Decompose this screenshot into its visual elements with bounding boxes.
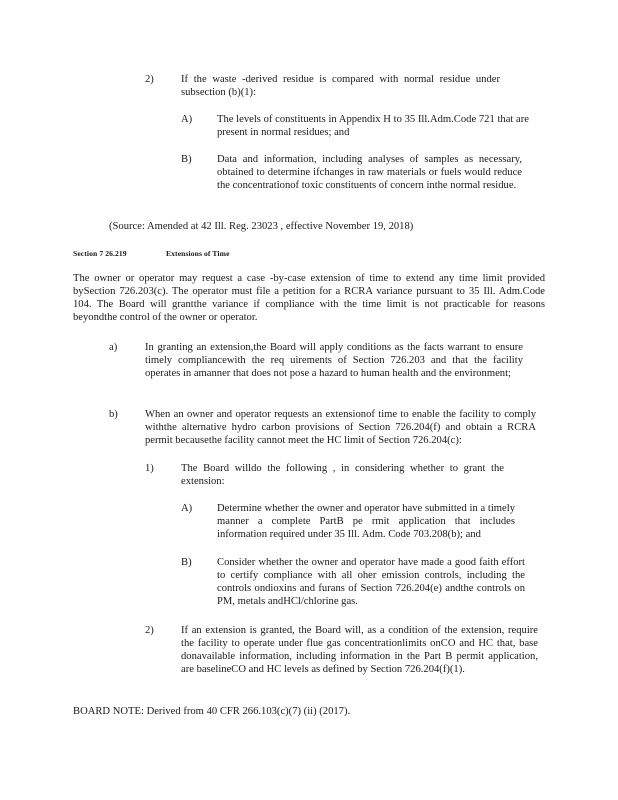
item-label: b) (109, 409, 118, 420)
section-heading (73, 247, 273, 259)
board-note: BOARD NOTE: Derived from 40 CFR 266.103(c)(7) (ii) (2017). (73, 706, 351, 717)
paragraph-text: Consider whether the owner and operator have made a good faith effort to certify compliance with all oher emission controls, including the controls ondioxins and furans of Section 726.204(e) andthe controls on PM, metals andHCl/chlorine gas. (217, 557, 525, 608)
source-note: (Source: Amended at 42 Ill. Reg. 23023 , effective November 19, 2018) (109, 221, 414, 232)
paragraph-text: When an owner and operator requests an extensionof time to enable the facility to comply withthe alternative hydro carbon provisions of Section 726.204(f) and obtain a RCRA permit becausethe facility cannot meet the HC limit of Section 726.204(c): (145, 409, 536, 447)
paragraph-text: Determine whether the owner and operator have submitted in a timely manner a complete PartB pe rmit application that includes information required under 35 Ill. Adm. Code 703.208(b); and (217, 503, 515, 541)
paragraph-text: If an extension is granted, the Board will, as a condition of the extension, require the facility to operate under flue gas concentrationlimits onCO and HC that, base donavailable information, including information in the Part B permit application, are baselineCO and HC levels as defined by Section 726.204(f)(1). (181, 625, 538, 676)
item-label: A) (181, 114, 193, 125)
paragraph-text: Data and information, including analyses of samples as necessary, obtained to determine ifchanges in raw materials or fuels would reduce the concentrationof toxic constituents of concern inthe normal residue. (217, 154, 522, 192)
item-label: B) (181, 154, 192, 165)
item-label: 2) (145, 625, 154, 636)
item-label: 1) (145, 463, 154, 474)
item-label: B) (181, 557, 192, 568)
item-label: 2) (145, 74, 154, 85)
paragraph-text: The levels of constituents in Appendix H to 35 Ill.Adm.Code 721 that are present in normal residues; and (217, 114, 529, 139)
intro-paragraph: The owner or operator may request a case -by-case extension of time to extend any time limit provided bySection 726.203(c). The operator must file a petition for a RCRA variance pursuant to 35 Ill. Adm.Code 104. The Board will grantthe variance if compliance with the time limit is not practicable for reasons beyondthe control of the owner or operator. (73, 273, 545, 324)
item-label: A) (181, 503, 193, 514)
paragraph-text: The Board willdo the following , in considering whether to grant the extension: (181, 463, 504, 488)
section-title: Extensions of Time (166, 249, 230, 258)
paragraph-text: In granting an extension,the Board will apply conditions as the facts warrant to ensure timely compliancewith the req uirements of Section 726.203 and that the facility operates in amanner that does not pose a hazard to human health and the environment; (145, 342, 523, 380)
paragraph-text: If the waste -derived residue is compared with normal residue under subsection (b)(1): (181, 74, 500, 99)
section-number: Section 7 26.219 (73, 249, 127, 258)
item-label: a) (109, 342, 118, 353)
